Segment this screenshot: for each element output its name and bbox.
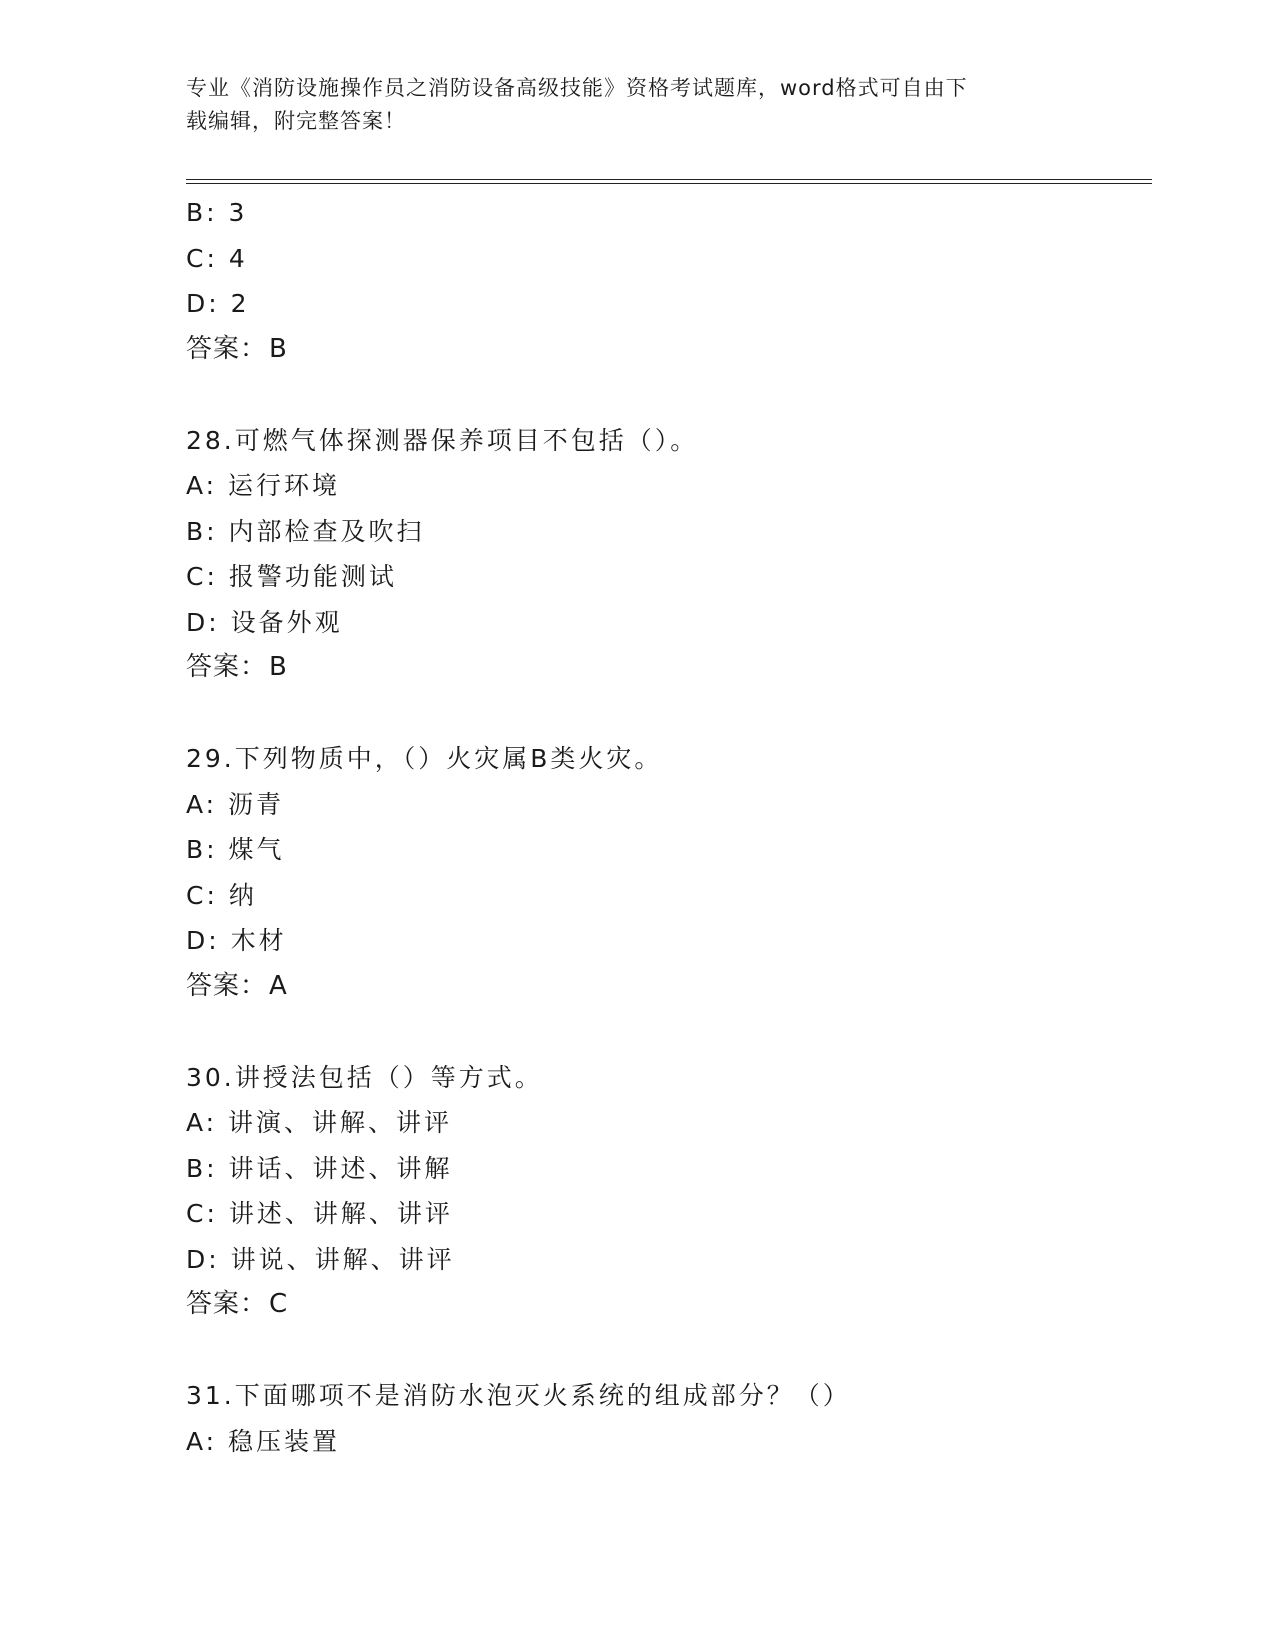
option-d: D: 2 (186, 289, 250, 318)
answer-value: C (269, 1289, 289, 1319)
header-line-1: 专业《消防设施操作员之消防设备高级技能》资格考试题库，word格式可自由下 (186, 76, 968, 100)
option-a: A: 讲演、讲解、讲评 (186, 1108, 453, 1137)
option-c: C: 报警功能测试 (186, 562, 397, 591)
option-b: B: 3 (186, 198, 248, 227)
header-divider-bottom (186, 183, 1152, 184)
option-a: A: 稳压装置 (186, 1426, 341, 1456)
question-stem: 29.下列物质中，（）火灾属B类火灾。 (186, 744, 663, 773)
answer-label: 答案： (186, 652, 268, 682)
spacer (186, 1328, 1146, 1374)
question-block (186, 736, 1146, 1009)
option-b: B: 内部检查及吹扫 (186, 516, 425, 546)
option-d: D: 木材 (186, 926, 287, 955)
option-b: B: 煤气 (186, 835, 285, 864)
header-line-2: 载编辑，附完整答案！ (186, 109, 406, 133)
answer-value: A (269, 970, 288, 1001)
option-b: B: 讲话、讲述、讲解 (186, 1153, 453, 1183)
answer-value: B (269, 333, 288, 364)
answer-value: B (269, 652, 288, 682)
document-header (186, 72, 1066, 138)
answer-label: 答案： (186, 1289, 268, 1319)
option-a: A: 沥青 (186, 789, 285, 819)
question-block (186, 418, 1146, 691)
spacer (186, 372, 1146, 418)
answer-line (186, 645, 1146, 691)
question-block (186, 1373, 1146, 1464)
spacer (186, 691, 1146, 737)
question-block-prev (186, 190, 1146, 372)
option-d: D: 设备外观 (186, 607, 343, 637)
option-c: C: 4 (186, 243, 248, 273)
question-stem: 28.可燃气体探测器保养项目不包括（）。 (186, 425, 699, 455)
answer-line (186, 327, 1146, 373)
question-stem: 31.下面哪项不是消防水泡灭火系统的组成部分？（） (186, 1381, 851, 1410)
question-stem: 30.讲授法包括（）等方式。 (186, 1062, 543, 1092)
option-a: A: 运行环境 (186, 471, 341, 500)
header-divider-top (186, 179, 1152, 180)
answer-line (186, 964, 1146, 1010)
question-list (186, 190, 1146, 1464)
option-c: C: 讲述、讲解、讲评 (186, 1199, 453, 1228)
answer-line (186, 1282, 1146, 1328)
answer-label: 答案： (186, 970, 268, 1001)
option-d: D: 讲说、讲解、讲评 (186, 1244, 455, 1274)
spacer (186, 1009, 1146, 1055)
question-block (186, 1055, 1146, 1328)
answer-label: 答案： (186, 333, 268, 364)
option-c: C: 纳 (186, 880, 257, 910)
